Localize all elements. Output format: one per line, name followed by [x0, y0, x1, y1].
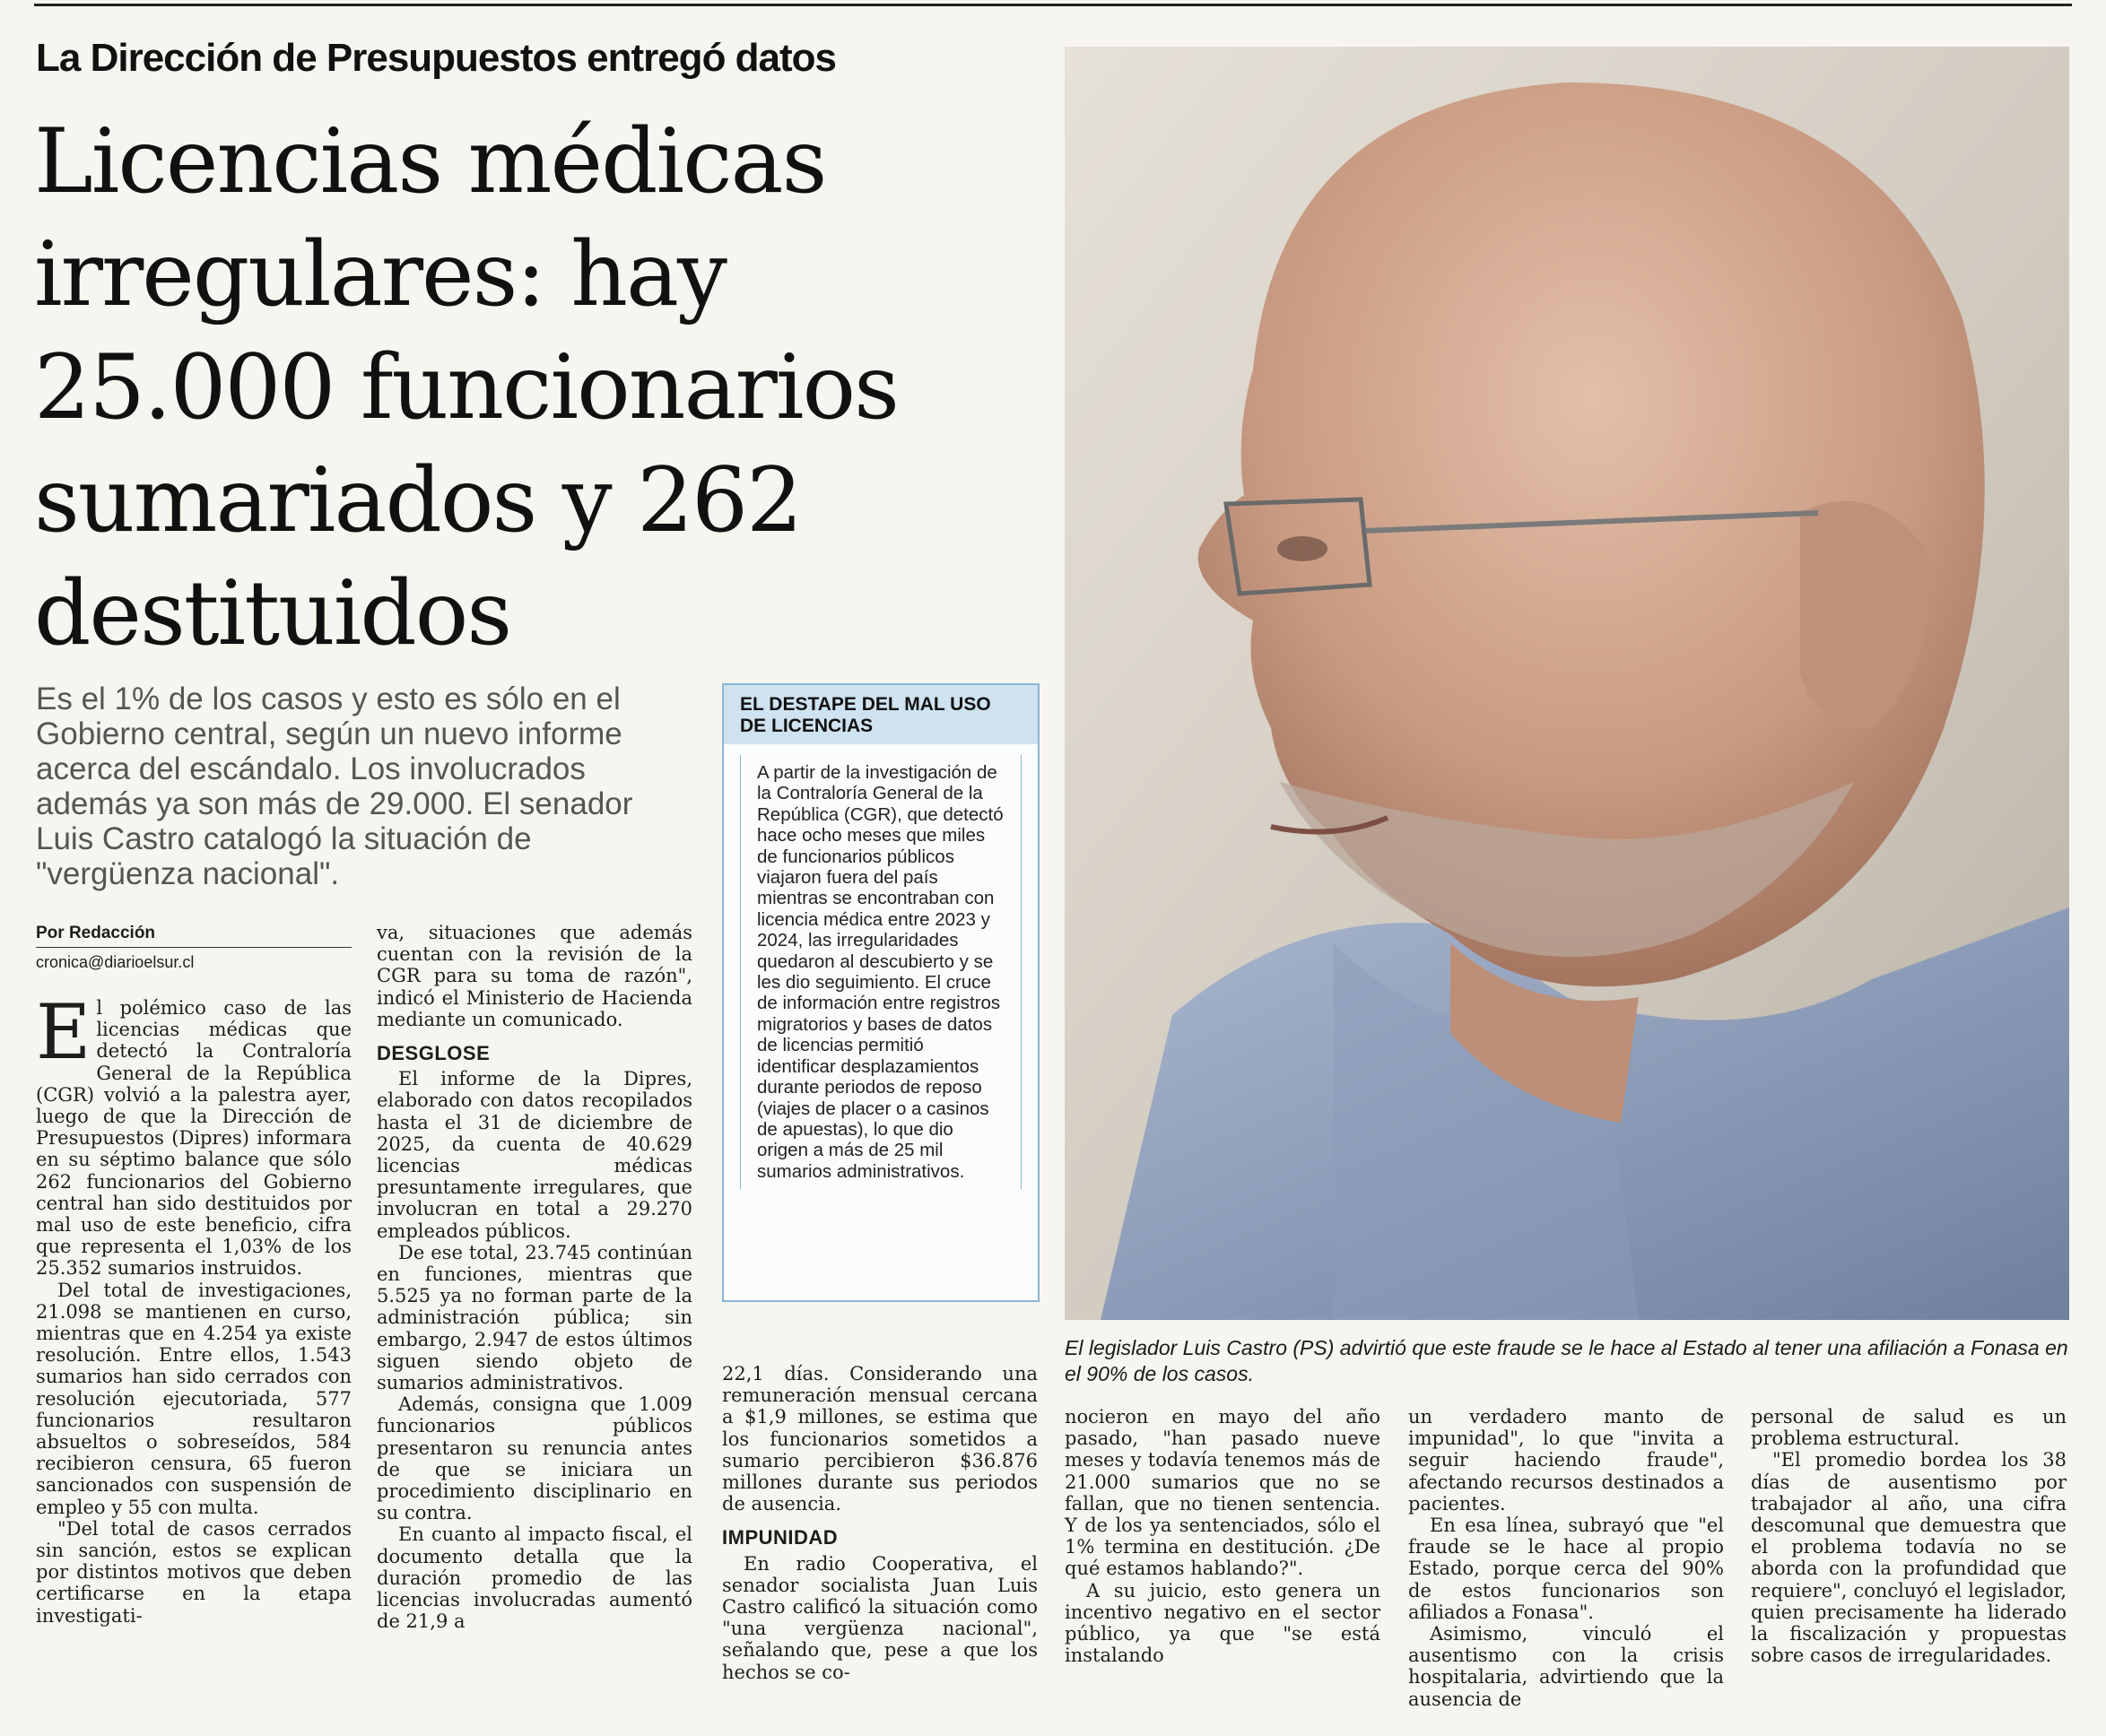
- body-paragraph: En esa línea, subrayó que "el fraude se le hace al propio Estado, porque cerca del 90% de estos funcionarios son afiliados a Fonasa".: [1408, 1515, 1724, 1623]
- byline: [36, 924, 352, 972]
- body-text: l polémico caso de las licencias médicas que detectó la Contraloría General de la República (CGR) volvió a la palestra ayer, luego de que la Dirección de Presupuestos (Dipres) informara en su séptimo balance que sólo 262 funcionarios del Gobierno central han sido destituidos por mal uso de este beneficio, cifra que representa el 1,03% de los 25.352 sumarios instruidos.: [36, 997, 352, 1280]
- byline-author: Por Redacción: [36, 924, 352, 948]
- subhead-desglose: DESGLOSE: [377, 1042, 491, 1065]
- byline-email[interactable]: cronica@diarioelsur.cl: [36, 953, 195, 971]
- portrait-illustration: [1065, 47, 2069, 1320]
- body-paragraph: El informe de la Dipres, elaborado con datos recopilados hasta el 31 de diciembre de 2025, da cuenta de 40.629 licencias médicas presuntamente irregulares, que involucran en total a 29.270 empleados públicos.: [377, 1068, 692, 1242]
- sidebar-title: EL DESTAPE DEL MAL USO DE LICENCIAS: [724, 685, 1038, 744]
- body-column-4: [1065, 1406, 1380, 1666]
- body-paragraph: "El promedio bordea los 38 días de ausentismo por trabajador al año, una cifra descomunal que demuestra que el problema todavía no se aborda con la profundidad que requiere", concluyó el legislador, quien precisamente ha liderado la fiscalización y propuestas sobre casos de irregularidades.: [1751, 1449, 2067, 1667]
- top-rule: [34, 4, 2072, 6]
- body-paragraph: Además, consigna que 1.009 funcionarios públicos presentaron su renuncia antes de que se iniciara un procedimiento disciplinario en su contra.: [377, 1393, 692, 1524]
- body-paragraph: "Del total de casos cerrados sin sanción, estos se explican por distintos motivos que deben certificarse en la etapa investigati-: [36, 1517, 352, 1627]
- body-column-2: [377, 922, 692, 1633]
- body-paragraph: En radio Cooperativa, el senador socialista Juan Luis Castro calificó la situación como "una vergüenza nacional", señalando que, pese a que los hechos se co-: [722, 1552, 1038, 1683]
- body-paragraph: [36, 988, 352, 1280]
- photo-luis-castro: [1065, 47, 2069, 1320]
- body-paragraph: 22,1 días. Considerando una remuneración mensual cercana a $1,9 millones, se estima que los funcionarios sometidos a sumario percibieron $36.876 millones durante sus periodos de ausencia.: [722, 1363, 1038, 1515]
- subhead-impunidad: IMPUNIDAD: [722, 1526, 839, 1549]
- body-paragraph: Del total de investigaciones, 21.098 se mantienen en curso, mientras que en 4.254 ya existe resolución. Entre ellos, 1.543 sumarios han sido cerrados con resolución ejecutoriada, 577 funcionarios resultaron absueltos o sobreseídos, 584 recibieron censura, 65 fueron sancionados con suspensión de empleo y 55 con multa.: [36, 1279, 352, 1518]
- article-headline: Licencias médicas irregulares: hay 25.000 funcionarios sumariados y 262 destituidos: [34, 110, 898, 665]
- body-paragraph: un verdadero manto de impunidad", lo que "invita a seguir haciendo fraude", afectando recursos destinados a pacientes.: [1408, 1406, 1724, 1515]
- body-paragraph: De ese total, 23.745 continúan en funciones, mientras que 5.525 ya no forman parte de la administración pública; sin embargo, 2.947 de estos últimos siguen siendo objeto de sumarios administrativos.: [377, 1241, 692, 1394]
- body-column-6: [1751, 1406, 2067, 1666]
- drop-cap: E: [36, 988, 91, 1076]
- body-paragraph: A su juicio, esto genera un incentivo negativo en el sector público, ya que "se está instalando: [1065, 1579, 1380, 1667]
- sidebar-box: [722, 683, 1040, 1302]
- body-paragraph: Asimismo, vinculó el ausentismo con la crisis hospitalaria, advirtiendo que la ausencia de: [1408, 1623, 1724, 1710]
- body-column-3: [722, 1363, 1038, 1683]
- body-column-1: [36, 988, 352, 1627]
- body-paragraph: va, situaciones que además cuentan con la revisión de la CGR para su toma de razón", indicó el Ministerio de Hacienda mediante un comunicado.: [377, 922, 692, 1030]
- body-paragraph: nocieron en mayo del año pasado, "han pasado nueve meses y todavía tenemos más de 21.000 sumarios que no se fallan, que no tienen sentencia. Y de los ya sentenciados, sólo el 1% termina en destitución. ¿De qué estamos hablando?".: [1065, 1406, 1380, 1580]
- article-kicker: La Dirección de Presupuestos entregó datos: [36, 36, 837, 80]
- article-lead: Es el 1% de los casos y esto es sólo en el Gobierno central, según un nuevo informe acerca del escándalo. Los involucrados además ya son más de 29.000. El senador Luis Castro catalogó la situación de "vergüenza nacional".: [36, 681, 633, 891]
- photo-caption: El legislador Luis Castro (PS) advirtió que este fraude se le hace al Estado al tener una afiliación a Fonasa en el 90% de los casos.: [1065, 1336, 2068, 1385]
- body-column-5: [1408, 1406, 1724, 1710]
- body-paragraph: personal de salud es un problema estructural.: [1751, 1406, 2067, 1450]
- sidebar-text: A partir de la investigación de la Contraloría General de la República (CGR), que detectó hace ocho meses que miles de funcionarios públicos viajaron fuera del país mientras se encontraban con licencia médica entre 2023 y 2024, las irregularidades quedaron al descubierto y se les dio seguimiento. El cruce de información entre registros migratorios y bases de datos de licencias permitió identificar desplazamientos durante periodos de reposo (viajes de placer o a casinos de apuestas), lo que dio origen a más de 25 mil sumarios administrativos.: [740, 755, 1022, 1189]
- body-paragraph: En cuanto al impacto fiscal, el documento detalla que la duración promedio de las licencias involucradas aumentó de 21,9 a: [377, 1523, 692, 1633]
